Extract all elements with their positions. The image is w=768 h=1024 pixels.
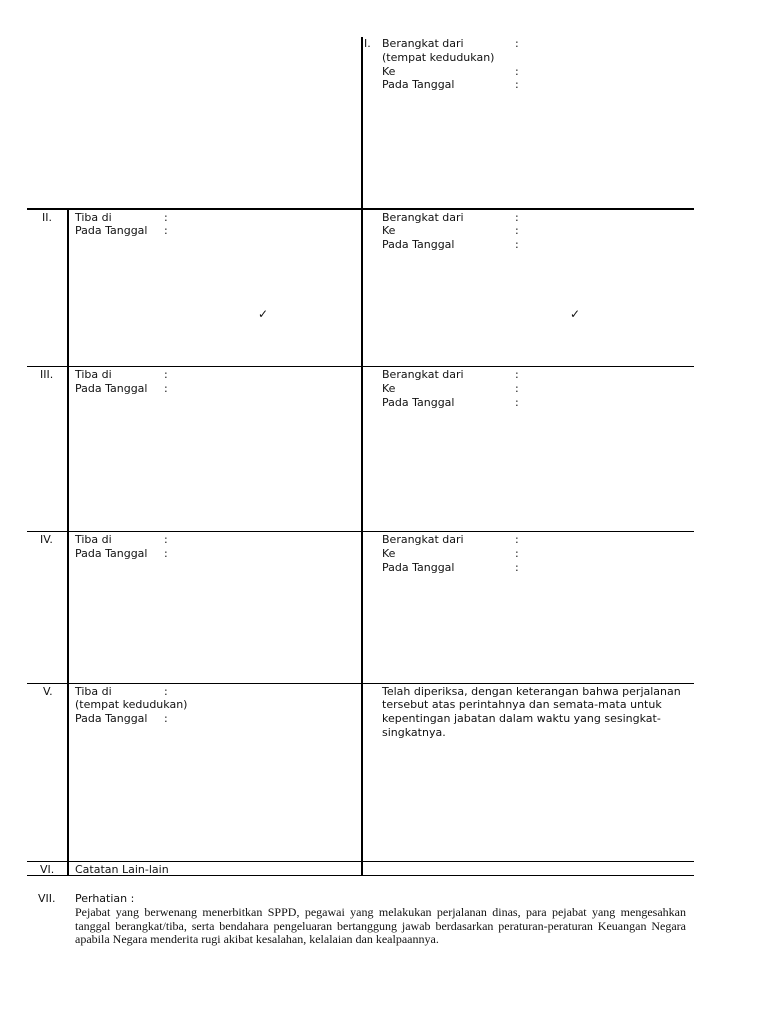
section-number-ii: II. (42, 211, 52, 224)
date-label: Pada Tanggal (382, 396, 455, 409)
colon: : (164, 382, 168, 395)
attention-title: Perhatian : (75, 892, 135, 905)
colon: : (515, 238, 519, 251)
arrive-date-label: Pada Tanggal (75, 224, 148, 237)
attention-body: Pejabat yang berwenang menerbitkan SPPD, pegawai yang melakukan perjalanan dinas, para pejabat yang mengesahkan tanggal berangkat/tiba, serta bendahara pengeluaran bertanggung jawab berdasarkan peraturan-peraturan Keuangan Negara apabila Negara menderita rugi akibat kesalahan, kelalaian dan kealpaannya. (75, 905, 686, 946)
arrive-label: Tiba di (75, 685, 112, 698)
colon: : (515, 396, 519, 409)
colon: : (515, 533, 519, 546)
left-divider (67, 209, 69, 876)
section-number-vii: VII. (38, 892, 56, 905)
colon: : (164, 368, 168, 381)
colon: : (164, 224, 168, 237)
departure-sublabel: (tempat kedudukan) (382, 51, 495, 64)
section-number-i: I. (364, 37, 371, 50)
verification-line: Telah diperiksa, dengan keterangan bahwa perjalanan (382, 685, 681, 698)
checkmark-icon: ✓ (570, 307, 581, 321)
departure-label: Berangkat dari (382, 211, 464, 224)
arrive-date-label: Pada Tanggal (75, 547, 148, 560)
section-number-v: V. (43, 685, 53, 698)
arrive-date-label: Pada Tanggal (75, 382, 148, 395)
row-divider-2 (27, 366, 694, 367)
arrive-label: Tiba di (75, 211, 112, 224)
section-number-iv: IV. (40, 533, 53, 546)
departure-label: Berangkat dari (382, 37, 464, 50)
date-label: Pada Tanggal (382, 238, 455, 251)
colon: : (164, 712, 168, 725)
colon: : (515, 547, 519, 560)
to-label: Ke (382, 65, 396, 78)
colon: : (515, 382, 519, 395)
colon: : (515, 78, 519, 91)
arrive-label: Tiba di (75, 533, 112, 546)
colon: : (515, 37, 519, 50)
colon: : (515, 368, 519, 381)
section-number-iii: III. (40, 368, 54, 381)
date-label: Pada Tanggal (382, 561, 455, 574)
arrive-date-label: Pada Tanggal (75, 712, 148, 725)
notes-label: Catatan Lain-lain (75, 863, 169, 876)
colon: : (164, 211, 168, 224)
to-label: Ke (382, 224, 396, 237)
row-divider-1 (27, 208, 694, 210)
colon: : (515, 561, 519, 574)
center-divider (361, 37, 363, 876)
checkmark-icon: ✓ (258, 307, 269, 321)
arrive-sublabel: (tempat kedudukan) (75, 698, 188, 711)
row-divider-4 (27, 683, 694, 684)
colon: : (515, 224, 519, 237)
verification-line: singkatnya. (382, 726, 446, 739)
colon: : (515, 65, 519, 78)
to-label: Ke (382, 382, 396, 395)
date-label: Pada Tanggal (382, 78, 455, 91)
to-label: Ke (382, 547, 396, 560)
colon: : (164, 685, 168, 698)
verification-line: kepentingan jabatan dalam waktu yang sesingkat- (382, 712, 661, 725)
row-divider-3 (27, 531, 694, 532)
departure-label: Berangkat dari (382, 368, 464, 381)
verification-line: tersebut atas perintahnya dan semata-mata untuk (382, 698, 662, 711)
colon: : (164, 547, 168, 560)
colon: : (515, 211, 519, 224)
section-number-vi: VI. (40, 863, 55, 876)
row-divider-5 (27, 861, 694, 862)
arrive-label: Tiba di (75, 368, 112, 381)
colon: : (164, 533, 168, 546)
departure-label: Berangkat dari (382, 533, 464, 546)
